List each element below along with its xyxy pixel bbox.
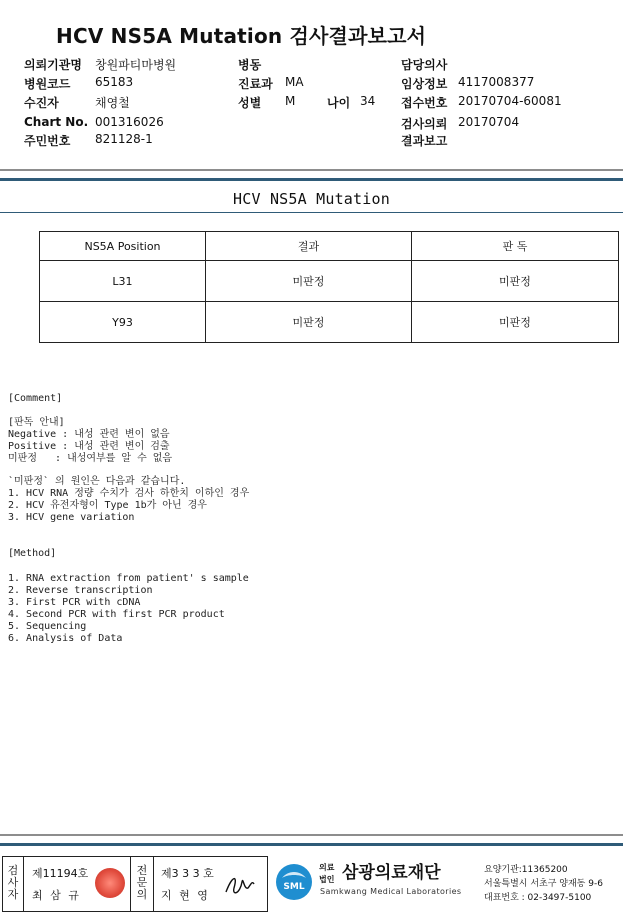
patient-info — [0, 52, 623, 152]
table-cell: Y93 — [40, 302, 206, 343]
guide-heading: [판독 안내] — [8, 417, 65, 428]
resident-no-label: 주민번호 — [24, 134, 71, 148]
hospital-code-value: 65183 — [95, 75, 134, 89]
examiner-name: 최 삼 규 — [32, 889, 81, 902]
org-address: 서울특별시 서초구 양재동 9-6 — [484, 879, 603, 889]
resident-no-value: 821128-1 — [95, 132, 153, 146]
method-step: 2. Reverse transcription — [8, 585, 153, 596]
cause-item: 2. HCV 유전자형이 Type 1b가 아닌 경우 — [8, 500, 207, 511]
org-name: 삼광의료재단 — [342, 863, 441, 883]
method-step: 3. First PCR with cDNA — [8, 597, 141, 608]
age-value: 34 — [360, 94, 376, 108]
table-cell: 미판정 — [206, 302, 412, 343]
specialist-label: 전 문 의 — [136, 864, 148, 901]
receipt-no-label: 접수번호 — [401, 96, 448, 110]
table-cell: L31 — [40, 261, 206, 302]
cause-intro: `미판정` 의 원인은 다음과 같습니다. — [8, 476, 186, 487]
cause-item: 3. HCV gene variation — [8, 512, 135, 523]
org-prefix-bottom: 법인 — [319, 875, 335, 884]
header-accent-rule — [0, 178, 623, 181]
comment-heading: [Comment] — [8, 393, 63, 404]
age-label: 나이 — [327, 96, 351, 110]
report-footer — [0, 852, 623, 922]
examiner-label: 검 사 자 — [7, 864, 19, 901]
method-step: 1. RNA extraction from patient' s sample — [8, 573, 249, 584]
column-header: NS5A Position — [40, 232, 206, 261]
header-divider — [0, 169, 623, 171]
result-report-label: 결과보고 — [401, 134, 448, 148]
examiner-license: 제11194호 — [32, 867, 89, 880]
method-heading: [Method] — [8, 548, 57, 559]
section-underline — [0, 212, 623, 213]
sex-value: M — [285, 94, 296, 108]
org-phone: 대표번호 : 02-3497-5100 — [484, 893, 592, 903]
test-request-label: 검사의뢰 — [401, 117, 448, 131]
results-table — [39, 231, 619, 343]
request-org-value: 창원파티마병원 — [95, 58, 177, 72]
table-cell: 미판정 — [412, 302, 619, 343]
method-step: 5. Sequencing — [8, 621, 87, 632]
chart-no-label: Chart No. — [24, 115, 89, 129]
collector-value: 채영철 — [95, 96, 130, 110]
department-label: 진료과 — [238, 77, 273, 91]
footer-divider — [0, 834, 623, 836]
specialist-signature-icon — [222, 870, 258, 900]
specialist-name: 지 현 영 — [161, 889, 210, 902]
ward-label: 병동 — [238, 58, 262, 72]
request-org-label: 의뢰기관명 — [24, 58, 82, 72]
examiner-seal-stamp — [95, 868, 125, 898]
table-header-row — [40, 232, 619, 261]
section-title: HCV NS5A Mutation — [233, 190, 390, 208]
guide-line: Negative : 내성 관련 변이 없음 — [8, 429, 170, 440]
cause-item: 1. HCV RNA 정량 수치가 검사 하한치 이하인 경우 — [8, 488, 250, 499]
table-cell: 미판정 — [206, 261, 412, 302]
doctor-label: 담당의사 — [401, 58, 448, 72]
chart-no-value: 001316026 — [95, 115, 164, 129]
org-prefix-top: 의료 — [319, 863, 335, 872]
guide-line: Positive : 내성 관련 변이 검출 — [8, 441, 170, 452]
specialist-license: 제3 3 3 호 — [161, 867, 214, 880]
method-step: 4. Second PCR with first PCR product — [8, 609, 225, 620]
guide-line: 미판정 : 내성여부를 알 수 없음 — [8, 453, 173, 464]
table-row — [40, 261, 619, 302]
column-header: 판 독 — [412, 232, 619, 261]
clinical-info-value: 4117008377 — [458, 75, 535, 89]
sml-logo-icon — [274, 862, 314, 902]
sex-label: 성별 — [238, 96, 262, 110]
table-row — [40, 302, 619, 343]
clinical-info-label: 임상정보 — [401, 77, 448, 91]
collector-label: 수진자 — [24, 96, 59, 110]
report-title: HCV NS5A Mutation 검사결과보고서 — [56, 24, 427, 48]
footer-accent-rule — [0, 843, 623, 846]
care-code: 요양기관:11365200 — [484, 865, 568, 875]
org-name-en: Samkwang Medical Laboratories — [320, 887, 462, 896]
table-cell: 미판정 — [412, 261, 619, 302]
column-header: 결과 — [206, 232, 412, 261]
sml-logo-text: SML — [283, 882, 305, 892]
hospital-code-label: 병원코드 — [24, 77, 71, 91]
method-step: 6. Analysis of Data — [8, 633, 123, 644]
receipt-no-value: 20170704-60081 — [458, 94, 562, 108]
department-value: MA — [285, 75, 304, 89]
test-request-value: 20170704 — [458, 115, 520, 129]
